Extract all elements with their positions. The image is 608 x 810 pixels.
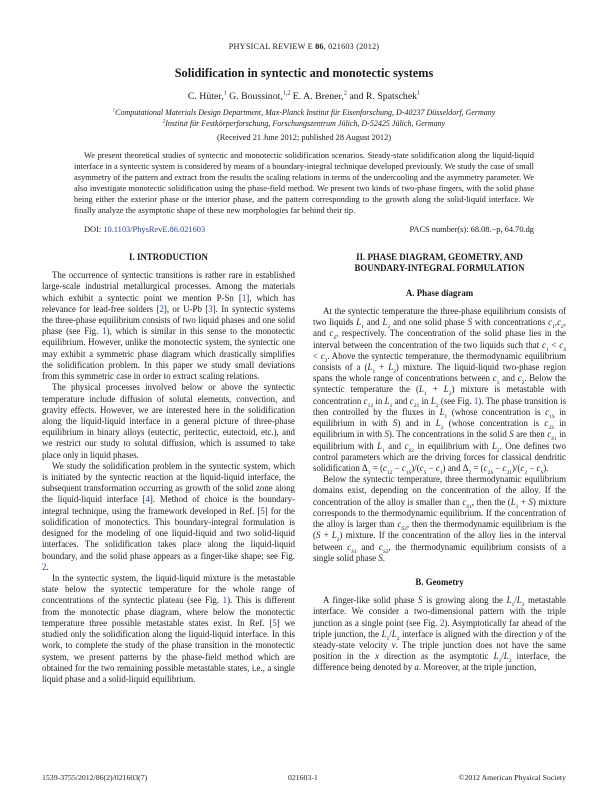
- affiliation-1: $^1$Computational Materials Design Department, Max-Planck Institut für Eisenforschung, D-40237 Düsseldorf, Germany: [112, 108, 496, 117]
- citation-link[interactable]: 5: [260, 505, 265, 516]
- doi-label: DOI:: [84, 224, 102, 234]
- page-footer: [42, 773, 566, 782]
- right-column: [313, 242, 566, 686]
- citation-link[interactable]: 2: [159, 303, 164, 314]
- section-heading-introduction: I. INTRODUCTION: [129, 251, 208, 262]
- intro-paragraph-3: We study the solidification problem in the syntectic system, which is initiated by the syntectic reaction at the liquid-liquid interface, the subsequent transformation occurring as growth of the solid zone along the liquid-liquid interface [4]. Method of choice is the boundary-integral technique, using the framework developed in Ref. [5] for the solidification of monotectics. This boundary-integral formulation is designed for the modeling of one liquid-liquid and two solid-liquid interfaces. The solidification takes place along the liquid-liquid boundary, and the solid phase appears as a finger-like shape; see Fig. 2.: [42, 460, 295, 572]
- authors-line: C. Hüter,$^1$ G. Boussinot,$^{1,2}$ E. A. Brener,$^2$ and R. Spatschek$^1$: [187, 90, 421, 102]
- intro-paragraph-2: The physical processes involved below or above the syntectic temperature include diffusion of solutal elements, convection, and gravity effects. However, we are interested here in the solidification along the liquid-liquid interface in a general picture of three-phase equilibrium in binary alloys (eutectic, peritectic, eutectoid, etc.), and we restrict our study to solutal diffusion, which is assumed to take place only in liquid phases.: [42, 382, 295, 460]
- citation-link[interactable]: 1: [241, 292, 247, 303]
- abstract: We present theoretical studies of syntectic and monotectic solidification scenarios. Steady-state solidification along the liquid-liquid interface in a syntectic system is considered by means of a boundary-integral technique developed previously. We study the case of small asymmetry of the pattern and extract from the results the scaling relations in terms of the undercooling and the asymmetry parameter. We also investigate monotectic solidification using the phase-field method. We present two kinds of two-phase fingers, with the solid phase being either the exterior phase or the interior phase, and the pattern corresponding to the growth along the solid-liquid interface. We finally analyze the asymptotic shape of these new morphologies far behind their tip.: [74, 151, 534, 215]
- citation-link[interactable]: 2: [42, 561, 47, 572]
- intro-paragraph-4: In the syntectic system, the liquid-liquid mixture is the metastable state below the syntectic temperature for the whole range of concentrations of the syntectic plateau (see Fig. 1). This is different from the monotectic phase diagram, where below the monotectic temperature three possible metastable states exist. In Ref. [5] we studied only the solidification along the liquid-liquid interface. In this work, to complete the study of the phase transition in the monotectic system, we present patterns by the phase-field method which are obtained for the two remaining possible metastable states, i.e., a single liquid phase and a solid-liquid equilibrium.: [42, 573, 295, 684]
- pacs-line: PACS number(s): 68.08.−p, 64.70.dg: [409, 224, 534, 234]
- intro-paragraph-1: The occurrence of syntectic transitions is rather rare in established large-scale industrial metallurgical processes. Among the materials which exhibit a syntectic point we mention P-Sn [1], which has relevance for lead-free solders [2], or U-Pb [3]. In syntectic systems the three-phase equilibrium consists of two liquid phases and one solid phase (see Fig. 1), which is similar in this sense to the monotectic equilibrium. However, unlike the monotectic system, the syntectic one may exhibit a symmetric phase diagram which drastically simplifies the solidification problem. In this paper we study small deviations from this symmetric case in order to extract scaling relations.: [42, 270, 296, 382]
- doi-pacs-row: [74, 225, 534, 234]
- phase-diagram-paragraph-2: Below the syntectic temperature, three thermodynamic equilibrium domains exist, depending on the concentration of the alloy. If the concentration of the alloy is smaller than $c_{S1}$, then the $(L_1 + S)$ mixture corresponds to the thermodynamic equilibrium. If the concentration of the alloy is larger than $c_{S2}$, then the thermodynamic equilibrium is the $(S + L_2)$ mixture. If the concentration of the alloy lies in the interval between $c_{S1}$ and $c_{S2}$, the thermodynamic equilibrium consists of a single solid phase S.: [313, 474, 566, 563]
- subsection-heading-phase-diagram: A. Phase diagram: [405, 287, 474, 298]
- received-line: (Received 21 June 2012; published 28 August 2012): [217, 133, 391, 142]
- page-number: 021603-1: [287, 773, 318, 782]
- subsection-heading-geometry: B. Geometry: [415, 576, 464, 587]
- affiliation-2: $^2$Institut für Festkörperforschung, Forschungszentrum Jülich, D-52425 Jülich, Germany: [162, 119, 446, 128]
- section-heading-phase-diagram-geometry: II. PHASE DIAGRAM, GEOMETRY, AND BOUNDARY-INTEGRAL FORMULATION: [354, 251, 525, 274]
- issn-code: 1539-3755/2012/86(2)/021603(7): [42, 773, 148, 782]
- copyright-notice: ©2012 American Physical Society: [458, 773, 566, 782]
- doi-line: [74, 225, 205, 234]
- citation-link[interactable]: 4: [145, 494, 150, 505]
- geometry-paragraph-1: A finger-like solid phase S is growing along the $L_1/L_2$ metastable interface. We consider a two-dimensional pattern with the triple junction as a single point (see Fig. 2). Asymptotically far ahead of the triple junction, the $L_1/L_2$ interface is aligned with the direction y of the steady-state velocity v. The triple junction does not have the same position in the x direction as the asymptotic $L_1/L_2$ interface, the difference being denoted by a. Moreover, at the triple junction,: [313, 595, 566, 673]
- left-column: [42, 242, 295, 686]
- citation-link[interactable]: 2: [439, 617, 445, 628]
- paper-title: Solidification in syntectic and monotectic systems: [174, 66, 434, 80]
- doi-link[interactable]: 10.1103/PhysRevE.86.021603: [103, 224, 206, 234]
- journal-line: PHYSICAL REVIEW E 86, 021603 (2012): [228, 42, 380, 51]
- two-column-body: [42, 242, 566, 686]
- phase-diagram-paragraph-1: At the syntectic temperature the three-phase equilibrium consists of two liquids $L_1$ and $L_2$ and one solid phase S with concentrations $c_1,c_2$, and $c_S$, respectively. The concentration of the solid phase lies in the interval between the concentration of the two liquids such that $c_1 < c_S < c_2$. Above the syntectic temperature, the thermodynamic equilibrium consists of a $(L_1 + L_2)$ mixture. The liquid-liquid two-phase region spans the whole range of concentrations between $c_1$ and $c_2$. Below the syntectic temperature the $(L_1 + L_2)$ mixture is metastable with concentration $c_{12}$ in $L_1$ and $c_{21}$ in $L_2$ (see Fig. 1). The phase transition is then controlled by the fluxes in $L_1$ (whose concentration is $c_{1S}$ in equilibrium in with S) and in $L_2$ (whose concentration is $c_{2S}$ in equilibrium in with S). The concentrations in the solid S are then $c_{S1}$ in equilibrium with $L_1$ and $c_{S2}$ in equilibrium with $L_2$. One defines two control parameters which are the driving forces for classical dendritic solidification $\Delta_1 = (c_{12} - c_{1S})/(c_S - c_1)$ and $\Delta_2 = (c_{2S} - c_{21})/(c_2 - c_S)$.: [313, 305, 567, 476]
- citation-link[interactable]: 1: [222, 595, 228, 606]
- citation-link[interactable]: 5: [272, 617, 277, 628]
- citation-link[interactable]: 3: [208, 303, 213, 314]
- citation-link[interactable]: 1: [102, 326, 107, 337]
- citation-link[interactable]: 1: [473, 395, 479, 406]
